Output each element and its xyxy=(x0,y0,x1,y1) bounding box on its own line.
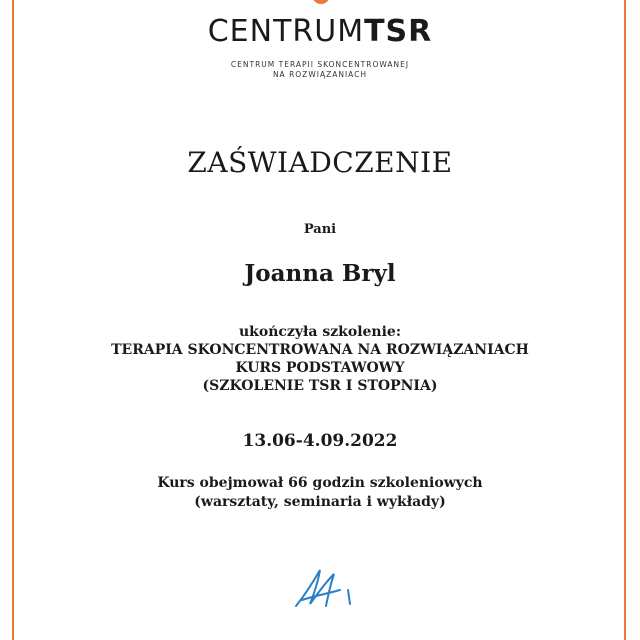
certificate-title: ZAŚWIADCZENIE xyxy=(187,146,453,179)
hours-line-1: Kurs obejmował 66 godzin szkoleniowych xyxy=(157,475,483,491)
course-line-3: (SZKOLENIE TSR I STOPNIA) xyxy=(202,378,438,394)
logo-accent-shape xyxy=(312,0,330,4)
recipient-name: Joanna Bryl xyxy=(244,260,396,287)
signature xyxy=(290,560,370,620)
border-right xyxy=(624,0,640,640)
logo-tagline xyxy=(0,60,640,80)
completed-label: ukończyła szkolenie: xyxy=(238,324,401,340)
logo-text-centrum: CENTRUM xyxy=(207,14,365,49)
course-dates: 13.06-4.09.2022 xyxy=(242,431,398,451)
tagline-line-1: CENTRUM TERAPII SKONCENTROWANEJ xyxy=(230,60,410,69)
course-block xyxy=(0,323,640,395)
course-line-2: KURS PODSTAWOWY xyxy=(235,360,405,376)
hours-line-2: (warsztaty, seminaria i wykłady) xyxy=(194,494,446,510)
salutation: Pani xyxy=(303,222,337,237)
course-line-1: TERAPIA SKONCENTROWANA NA ROZWIĄZANIACH xyxy=(111,342,529,358)
hours-block xyxy=(0,474,640,512)
tagline-line-2: NA ROZWIĄZANIACH xyxy=(272,70,368,79)
logo-text-tsr: TSR xyxy=(364,14,433,49)
logo xyxy=(0,14,640,49)
border-left xyxy=(0,0,14,640)
